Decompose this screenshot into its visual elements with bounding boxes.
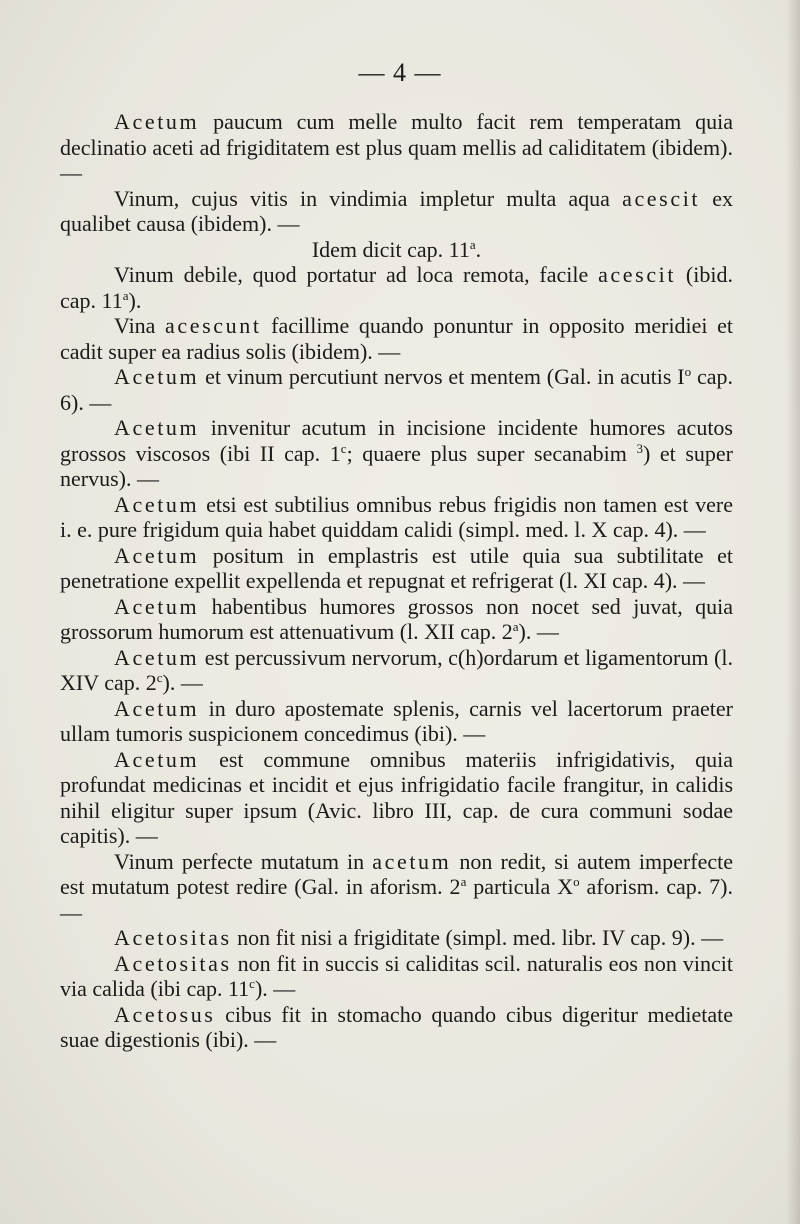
keyword: Acetositas — [114, 925, 232, 950]
entry-text: est percussivum nervorum, c(h)ordarum et ligamentorum (l. XIV cap. 2 — [60, 644, 733, 695]
keyword: Acetum — [114, 109, 200, 134]
superscript: a — [460, 874, 467, 889]
superscript: a — [469, 236, 476, 252]
entry-acetum-subtilius — [60, 492, 733, 543]
keyword: acescit — [622, 185, 701, 211]
entry-text: ). — — [162, 670, 203, 695]
keyword: Acetosus — [114, 1001, 216, 1027]
entry-text: etsi est subtilius omnibus rebus frigidis non tamen est vere i. e. pure frigidum quia habet quiddam calidi (simpl. med. l. X cap. 4). — — [60, 491, 733, 542]
entry-acetositas-frigiditate — [60, 925, 733, 951]
page-number: — 4 — — [358, 58, 442, 87]
entry-text: positum in emplastris est utile quia sua subtilitate et penetratione expellit expellenda et repugnat et refrigerat (l. XI cap. 4). — — [60, 542, 733, 593]
entry-vinum-vitis — [60, 186, 733, 237]
keyword: Acetum — [114, 593, 200, 619]
superscript: a — [122, 287, 129, 303]
entry-text: ex qualibet causa (ibidem). — — [60, 185, 734, 236]
keyword: Acetum — [114, 746, 200, 772]
keyword: Acetum — [114, 415, 200, 440]
entry-idem-dicit — [60, 237, 733, 263]
entry-text: ). — [128, 287, 142, 313]
entry-text: invenitur acutum in incisione incidente humores acutos grossos viscosos (ibi II cap. 1 — [60, 415, 733, 466]
keyword: Acetum — [114, 364, 200, 389]
superscript: a — [512, 619, 519, 634]
entry-text: est commune omnibus materiis infrigidativis, quia profundat medicinas et incidit et ejus infrigidatio facile frangitur, in calidis nihil eligitur super ipsum (Avic. libro III, cap. de cura communi sodae capitis). — — [60, 746, 733, 848]
entry-text: . — [475, 236, 482, 262]
entry-text: cibus fit in stomacho quando cibus digeritur medietate suae digestionis (ibi). — — [60, 1001, 733, 1052]
entry-acetum-duro — [60, 696, 733, 747]
superscript: c — [249, 976, 255, 991]
entry-acetum-emplastris — [60, 543, 733, 594]
entry-text: ). — — [254, 976, 296, 1001]
keyword: Acetum — [114, 542, 200, 568]
entry-text: non redit, si autem imperfecte est mutatum potest redire (Gal. in aforism. 2 — [60, 848, 733, 899]
entry-acetum-commune — [60, 747, 733, 849]
superscript: c — [156, 670, 163, 685]
entry-text: non fit in succis si caliditas scil. naturalis eos non vincit via calida (ibi cap. 11 — [60, 950, 733, 1001]
entry-vinum-perfecte — [60, 849, 733, 926]
keyword: Acetum — [114, 491, 200, 517]
keyword: Acetum — [114, 695, 200, 721]
keyword: Acetositas — [114, 950, 232, 976]
superscript: c — [340, 440, 347, 456]
entry-text: Vinum perfecte mutatum in — [114, 848, 373, 874]
entry-acetositas-succis — [60, 951, 733, 1002]
entry-text: ; quaere plus super secanabim — [346, 440, 637, 466]
entry-text: ). — — [518, 619, 559, 644]
entry-text: ) et super nervus). — — [60, 440, 733, 491]
entry-vinum-debile — [60, 262, 733, 313]
superscript: o — [684, 364, 692, 379]
entry-text: in duro apostemate splenis, carnis vel lacertorum praeter ullam tumoris suspicionem concedimus (ibi). — — [60, 695, 733, 746]
footnote-marker: 3 — [636, 440, 643, 456]
entry-text: habentibus humores grossos non nocet sed juvat, quia grossorum humorum est attenuativum (l. XII cap. 2 — [60, 593, 733, 644]
entry-text: (ibid. cap. 11 — [60, 262, 733, 313]
keyword: acescit — [598, 262, 677, 287]
body-text — [60, 109, 733, 1053]
entry-acetosus-cibus — [60, 1002, 733, 1053]
entry-acetum-invenitur — [60, 415, 733, 492]
entry-text: et vinum percutiunt nervos et mentem (Gal. in acutis I — [199, 364, 685, 389]
entry-text: Vinum, cujus vitis in vindimia impletur multa aqua — [114, 185, 623, 211]
keyword: Acetum — [114, 644, 200, 670]
entry-acetum-vinum — [60, 364, 733, 415]
entry-text: Idem dicit cap. 11 — [311, 236, 470, 262]
entry-acetum-percussivum — [60, 645, 733, 696]
entry-text: paucum cum melle multo facit rem temperatam quia declinatio aceti ad frigiditatem est plus quam mellis ad caliditatem (ibidem). — — [60, 109, 733, 185]
page-edge-shadow — [786, 0, 800, 1224]
keyword: acescunt — [165, 313, 262, 338]
superscript: o — [573, 874, 580, 889]
entry-text: particula X — [466, 874, 574, 899]
entry-text: Vina — [114, 313, 166, 338]
entry-acetum-paucum — [60, 109, 733, 186]
entry-text: facillime quando ponuntur in opposito meridiei et cadit super ea radius solis (ibidem). — — [60, 313, 733, 364]
entry-vina-acescunt — [60, 313, 733, 364]
keyword: acetum — [372, 848, 452, 874]
entry-text: Vinum debile, quod portatur ad loca remota, facile — [114, 262, 599, 287]
entry-acetum-habentibus — [60, 594, 733, 645]
entry-text: aforism. cap. 7). — — [60, 874, 733, 925]
entry-text: non fit nisi a frigiditate (simpl. med. libr. IV cap. 9). — — [231, 925, 724, 950]
entry-text: cap. 6). — — [60, 364, 733, 415]
